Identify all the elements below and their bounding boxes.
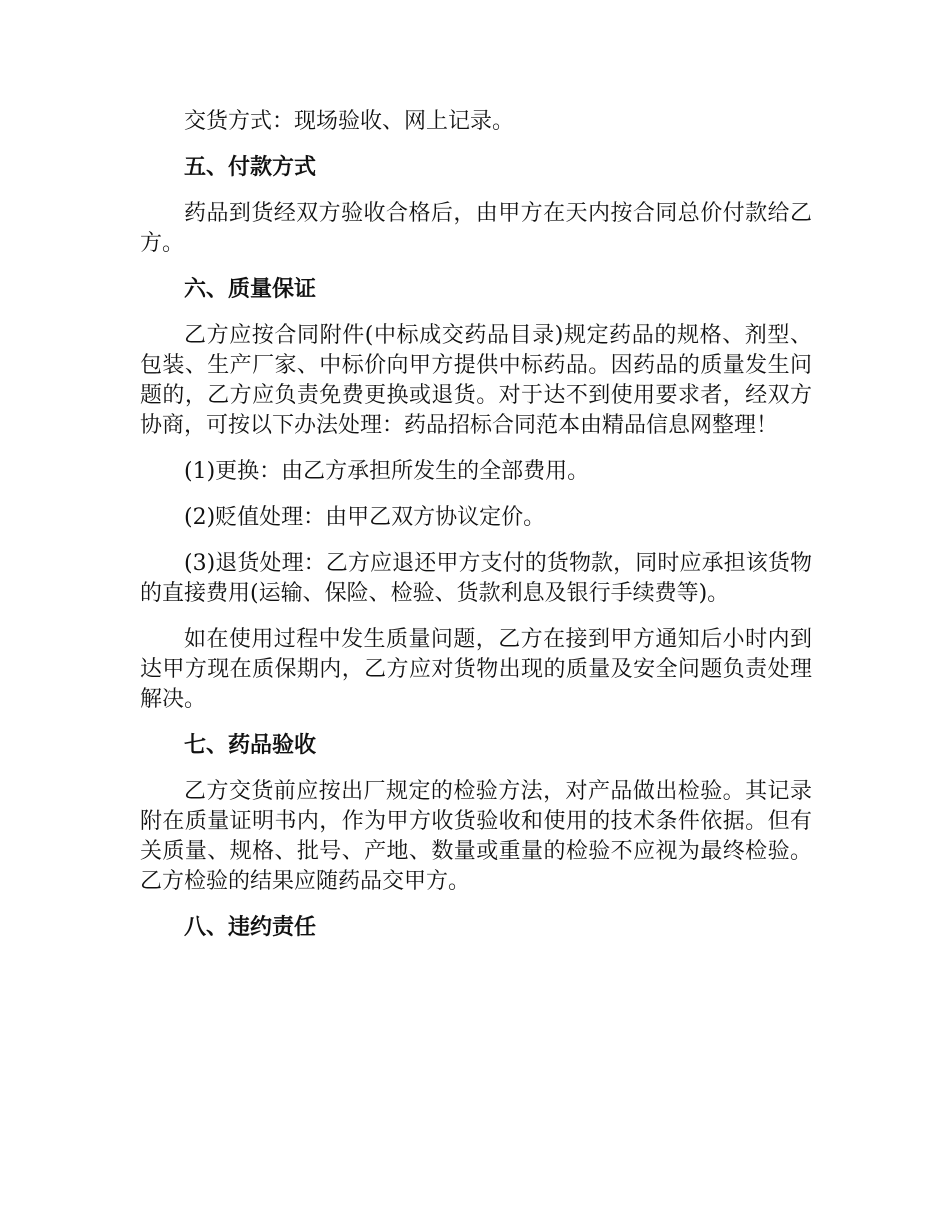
delivery-method-line: 交货方式：现场验收、网上记录。 [184, 109, 515, 134]
section-6-item-3: (3)退货处理：乙方应退还甲方支付的货物款，同时应承担该货物的直接费用(运输、保险、检验、货款利息及银行手续费等)。 [140, 551, 812, 606]
section-5-paragraph: 药品到货经双方验收合格后，由甲方在天内按合同总价付款给乙方。 [140, 201, 812, 256]
section-7-paragraph: 乙方交货前应按出厂规定的检验方法，对产品做出检验。其记录附在质量证明书内，作为甲方收货验收和使用的技术条件依据。但有关质量、规格、批号、产地、数量或重量的检验不应视为最终检验。乙方检验的结果应随药品交甲方。 [140, 779, 812, 894]
section-8-heading: 八、违约责任 [184, 915, 317, 940]
section-6-item-1: (1)更换：由乙方承担所发生的全部费用。 [184, 459, 590, 484]
section-6-paragraph-2: 如在使用过程中发生质量问题，乙方在接到甲方通知后小时内到达甲方现在质保期内，乙方应对货物出现的质量及安全问题负责处理解决。 [140, 627, 812, 712]
section-6-item-2: (2)贬值处理：由甲乙双方协议定价。 [184, 505, 546, 530]
section-6-heading: 六、质量保证 [184, 277, 317, 302]
section-5-heading: 五、付款方式 [184, 155, 317, 180]
section-6-paragraph-1: 乙方应按合同附件(中标成交药品目录)规定药品的规格、剂型、包装、生产厂家、中标价向甲方提供中标药品。因药品的质量发生问题的，乙方应负责免费更换或退货。对于达不到使用要求者，经双方协商，可按以下办法处理：药品招标合同范本由精品信息网整理！ [140, 323, 812, 438]
document-body [140, 107, 812, 959]
section-7-heading: 七、药品验收 [184, 733, 317, 758]
